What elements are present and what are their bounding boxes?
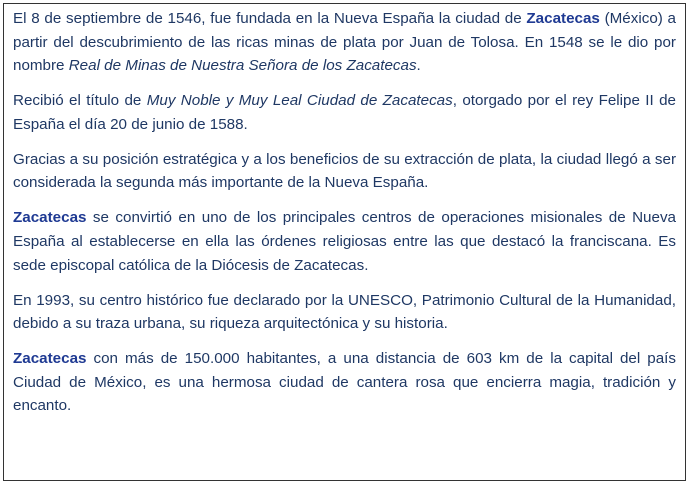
- p1-text-3: .: [416, 57, 421, 75]
- paragraph-1: [13, 7, 676, 78]
- p1-text-2: (México) a partir del descubrimiento de las ricas minas de plata por Juan de Tolosa. En 1548 se le dio por nombre: [13, 10, 676, 75]
- p2-title-italic: Muy Noble y Muy Leal Ciudad de Zacatecas: [146, 92, 453, 110]
- p1-zacatecas-bold: Zacatecas: [526, 10, 600, 27]
- p4-zacatecas-bold: Zacatecas: [13, 209, 87, 227]
- paragraph-5: [13, 289, 676, 336]
- paragraph-3: [13, 148, 676, 195]
- p5-text-1: En 1993, su centro histórico fue declarado por la UNESCO, Patrimonio Cultural de la Humanidad, debido a su traza urbana, su riqueza arquitectónica y su historia.: [13, 291, 676, 333]
- text-box: [3, 3, 686, 481]
- paragraph-4: [13, 206, 676, 277]
- p2-text-1: Recibió el título de: [13, 92, 147, 110]
- p4-text-1: se convirtió en uno de los principales centros de operaciones misionales de Nueva España al establecerse en ella las órdenes religiosas entre las que destacó la franciscana. Es sede episcopal católica de la Diócesis de Zacatecas.: [13, 209, 676, 274]
- paragraph-6: [13, 347, 676, 418]
- p1-text-1: El 8 de septiembre de 1546, fue fundada en la Nueva España la ciudad de: [13, 10, 527, 27]
- p3-text-1: Gracias a su posición estratégica y a los beneficios de su extracción de plata, la ciudad llegó a ser considerada la segunda más importante de la Nueva España.: [13, 150, 676, 192]
- p1-real-de-minas-italic: Real de Minas de Nuestra Señora de los Zacatecas: [68, 57, 417, 75]
- p6-text-1: con más de 150.000 habitantes, a una distancia de 603 km de la capital del país Ciudad de México, es una hermosa ciudad de cantera rosa que encierra magia, tradición y encanto.: [13, 350, 676, 415]
- p6-zacatecas-bold: Zacatecas: [13, 350, 87, 368]
- paragraph-2: [13, 89, 676, 136]
- p2-text-2: , otorgado por el rey Felipe II de España el día 20 de junio de 1588.: [13, 92, 677, 133]
